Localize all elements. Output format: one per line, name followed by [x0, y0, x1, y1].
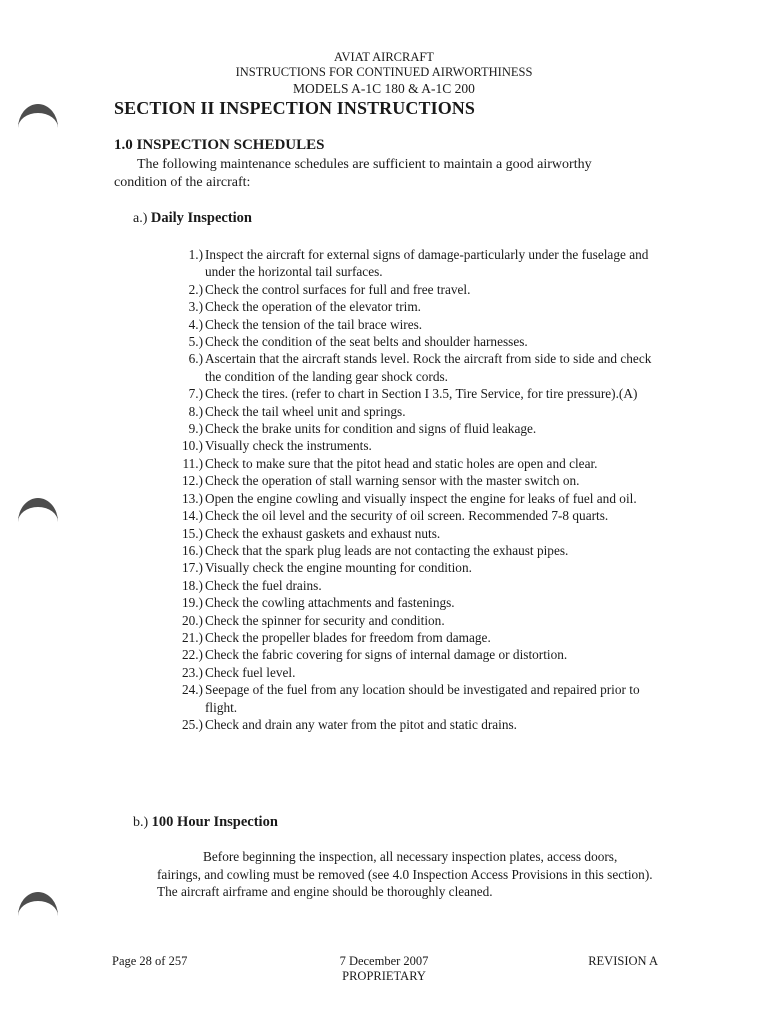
- list-item-number: 7.): [188, 386, 203, 402]
- list-item-number: 22.): [181, 647, 203, 663]
- list-item-number: 24.): [181, 682, 203, 698]
- list-item-number: 5.): [188, 334, 203, 350]
- list-item-text: Check the cowling attachments and fastenings.: [205, 595, 455, 611]
- list-item-number: 18.): [181, 577, 203, 593]
- list-item-text: Check the brake units for condition and signs of fluid leakage.: [205, 421, 537, 437]
- hundred-hour-heading: [133, 814, 278, 831]
- list-item-number: 14.): [181, 508, 203, 524]
- list-item-text: Check the tail wheel unit and springs.: [205, 403, 406, 419]
- list-item: [178, 629, 668, 646]
- list-item: [178, 490, 668, 507]
- list-item-text: Check the spinner for security and condition.: [205, 612, 445, 628]
- section-title: SECTION II INSPECTION INSTRUCTIONS: [114, 98, 476, 118]
- binder-hole-middle: [18, 498, 58, 522]
- binder-hole-top: [18, 104, 58, 128]
- list-item-text: Check the operation of stall warning sensor with the master switch on.: [205, 473, 580, 489]
- list-item-number: 16.): [181, 542, 203, 558]
- daily-inspection-list: [178, 246, 668, 733]
- list-item-text: Check the tires. (refer to chart in Section I 3.5, Tire Service, for tire pressure).(A): [205, 386, 638, 402]
- list-item-number: 2.): [188, 281, 203, 297]
- footer-revision: REVISION A: [588, 954, 658, 968]
- footer-page-number: Page 28 of 257: [112, 954, 188, 968]
- header-models: MODELS A-1C 180 & A-1C 200: [293, 81, 475, 96]
- list-item: [178, 472, 668, 489]
- list-item-number: 25.): [181, 716, 203, 732]
- list-item: [178, 246, 668, 281]
- list-item-number: 1.): [188, 247, 203, 262]
- list-item-text: Check fuel level.: [205, 664, 296, 680]
- list-item: [178, 455, 668, 472]
- list-item: [178, 437, 668, 454]
- list-item-number: 23.): [181, 664, 203, 680]
- list-item-number: 21.): [181, 629, 203, 645]
- list-item-number: 11.): [182, 455, 203, 471]
- list-item-text: Check the operation of the elevator trim.: [205, 299, 421, 315]
- list-item: [178, 542, 668, 559]
- list-item-number: 19.): [181, 595, 203, 611]
- list-item: [178, 612, 668, 629]
- list-item-text: Inspect the aircraft for external signs of damage-particularly under the fuselage and under the horizontal tail surfaces.: [205, 247, 649, 280]
- list-item: [178, 298, 668, 315]
- footer-proprietary: PROPRIETARY: [342, 969, 426, 983]
- list-item: [178, 420, 668, 437]
- list-item-number: 13.): [181, 490, 203, 506]
- intro-paragraph: [114, 156, 634, 192]
- list-item-number: 9.): [188, 421, 203, 437]
- intro-text: The following maintenance schedules are sufficient to maintain a good airworthy condition of the aircraft:: [114, 157, 592, 190]
- list-item: [178, 716, 668, 733]
- list-item-number: 8.): [188, 403, 203, 419]
- list-item: [178, 681, 668, 716]
- list-item-text: Check the fabric covering for signs of internal damage or distortion.: [205, 647, 568, 663]
- list-item: [178, 403, 668, 420]
- list-item-text: Check the control surfaces for full and free travel.: [205, 281, 471, 297]
- footer-date: 7 December 2007: [339, 954, 429, 968]
- list-item: [178, 350, 668, 385]
- hundred-hour-title: 100 Hour Inspection: [151, 814, 278, 830]
- list-item: [178, 333, 668, 350]
- list-item-number: 3.): [188, 299, 203, 315]
- list-item-text: Check to make sure that the pitot head and static holes are open and clear.: [205, 455, 598, 471]
- list-item: [178, 316, 668, 333]
- hundred-hour-label: b.): [133, 815, 149, 830]
- list-item-number: 10.): [181, 438, 203, 454]
- list-item-text: Open the engine cowling and visually inspect the engine for leaks of fuel and oil.: [205, 490, 637, 506]
- list-item: [178, 559, 668, 576]
- list-item-text: Check the fuel drains.: [205, 577, 322, 593]
- list-item-text: Visually check the instruments.: [205, 438, 372, 454]
- list-item-text: Check the propeller blades for freedom from damage.: [205, 629, 491, 645]
- daily-inspection-title: Daily Inspection: [150, 210, 253, 226]
- list-item-text: Visually check the engine mounting for condition.: [205, 560, 472, 576]
- list-item-text: Check the condition of the seat belts and shoulder harnesses.: [205, 334, 528, 350]
- list-item-number: 15.): [181, 525, 203, 541]
- daily-inspection-heading: [133, 210, 252, 227]
- list-item: [178, 664, 668, 681]
- list-item-text: Ascertain that the aircraft stands level. Rock the aircraft from side to side and check the condition of the landing gear shock cords.: [205, 351, 652, 384]
- list-item-text: Check the oil level and the security of oil screen. Recommended 7-8 quarts.: [205, 508, 609, 524]
- list-item-text: Seepage of the fuel from any location should be investigated and repaired prior to flight.: [205, 682, 640, 715]
- document-header: [0, 50, 768, 97]
- list-item: [178, 594, 668, 611]
- list-item-number: 6.): [188, 351, 203, 367]
- list-item: [178, 525, 668, 542]
- list-item: [178, 646, 668, 663]
- list-item: [178, 385, 668, 402]
- header-company: AVIAT AIRCRAFT: [334, 50, 434, 64]
- list-item: [178, 507, 668, 524]
- header-subtitle: INSTRUCTIONS FOR CONTINUED AIRWORTHINESS: [235, 65, 533, 79]
- list-item-text: Check the exhaust gaskets and exhaust nuts.: [205, 525, 441, 541]
- list-item-number: 20.): [181, 612, 203, 628]
- list-item-text: Check that the spark plug leads are not contacting the exhaust pipes.: [205, 542, 569, 558]
- list-item-text: Check the tension of the tail brace wires.: [205, 316, 423, 332]
- list-item: [178, 577, 668, 594]
- list-item: [178, 281, 668, 298]
- list-item-number: 17.): [181, 560, 203, 576]
- list-item-number: 12.): [181, 473, 203, 489]
- list-item-number: 4.): [188, 316, 203, 332]
- hundred-hour-paragraph: Before beginning the inspection, all necessary inspection plates, access doors, fairings, and cowling must be removed (see 4.0 Inspection Access Provisions in this section). The aircraft airframe and engine should be thoroughly cleaned.: [157, 849, 653, 900]
- subsection-title: 1.0 INSPECTION SCHEDULES: [114, 137, 325, 153]
- binder-hole-bottom: [18, 892, 58, 916]
- list-item-text: Check and drain any water from the pitot and static drains.: [205, 716, 518, 732]
- daily-inspection-label: a.): [133, 211, 148, 226]
